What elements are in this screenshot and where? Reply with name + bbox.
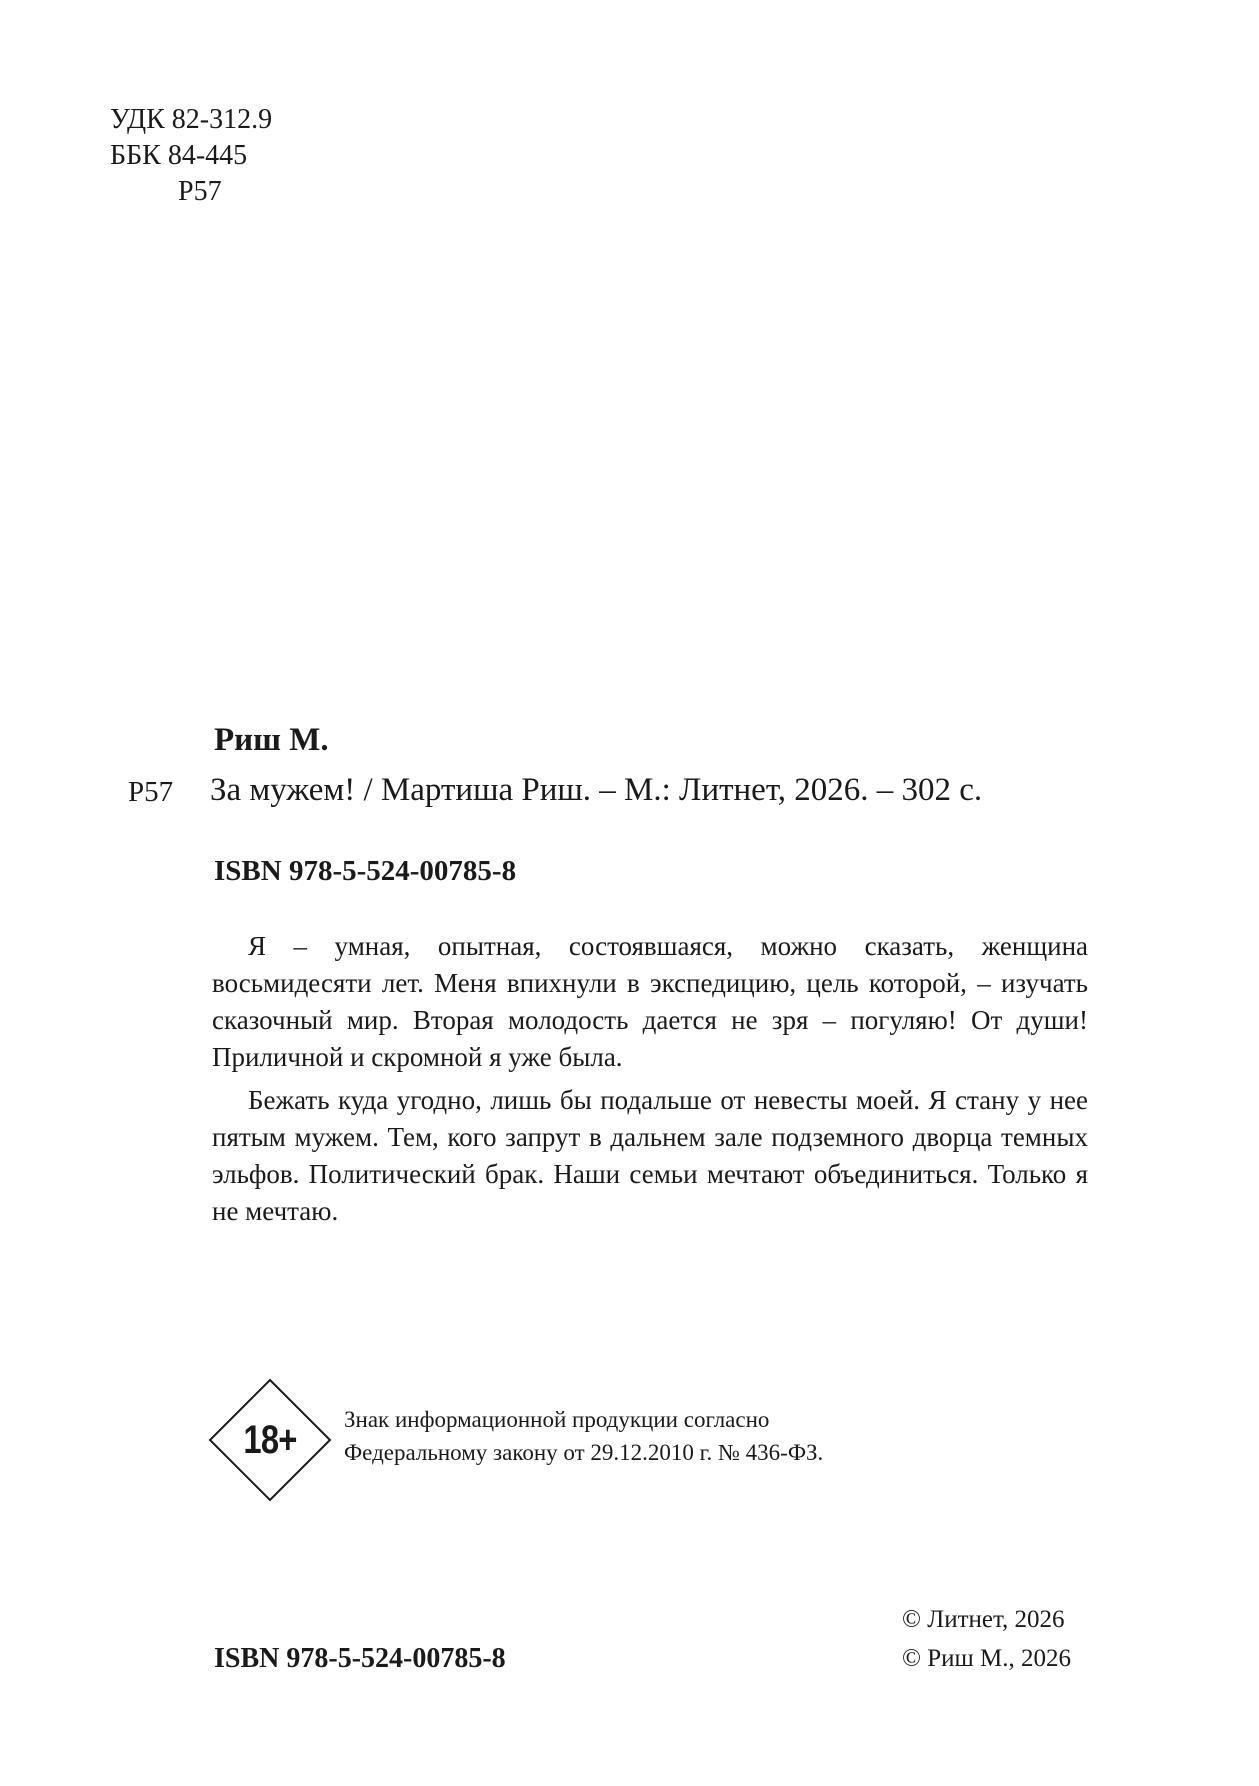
annotation-paragraph: Бежать куда угодно, лишь бы подальше от невесты моей. Я стану у нее пятым мужем. Тем, кого запрут в дальнем зале подземного дворца темных эльфов. Политический брак. Наши семьи мечтают объединиться. Только я не мечтаю. [212,1085,1088,1226]
entry-isbn: ISBN 978-5-524-00785-8 [214,855,517,887]
entry-author: Риш М. [214,722,329,758]
entry-author-mark: Р57 [128,776,174,808]
age-rating-label: 18+ [243,1417,297,1462]
entry-bibliographic-description: За мужем! / Мартиша Риш. – М.: Литнет, 2026. – 302 с. [210,772,983,808]
copyright-author: © Риш М., 2026 [902,1645,1072,1672]
udk-code: УДК 82-312.9 [110,104,273,135]
annotation [212,928,1088,1230]
bbk-code: ББК 84-445 [110,140,248,171]
age-rating-sign [208,1378,332,1502]
copyright-publisher: © Литнет, 2026 [902,1606,1065,1633]
age-rating-note-line: Знак информационной продукции согласно [344,1407,770,1432]
footer-isbn: ISBN 978-5-524-00785-8 [214,1643,506,1674]
author-mark: Р57 [178,176,222,207]
age-rating-note-line: Федеральному закону от 29.12.2010 г. № 436-ФЗ. [344,1440,824,1465]
annotation-paragraph: Я – умная, опытная, состоявшаяся, можно сказать, женщина восьмидесяти лет. Меня впихнули в экспедицию, цель которой, – изучать сказочный мир. Вторая молодость дается не зря – погуляю! От души! Приличной и скромной я уже была. [212,931,1088,1072]
